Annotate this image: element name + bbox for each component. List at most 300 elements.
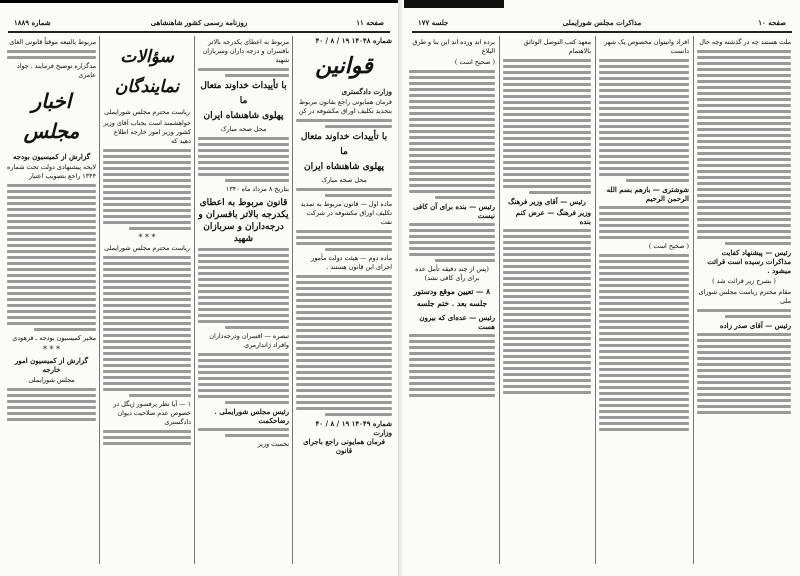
text-line <box>725 315 791 318</box>
text-line <box>7 190 96 193</box>
text-line <box>599 149 689 152</box>
text-line <box>697 218 791 221</box>
text-line <box>697 176 791 179</box>
text-line <box>697 363 791 366</box>
text-line <box>103 173 191 176</box>
text-line <box>503 161 591 164</box>
column-divider <box>499 36 500 564</box>
law-date: بتاریخ ۸ مرداد ماه ۱۳۴۰ <box>225 185 289 193</box>
text-line <box>503 185 591 188</box>
text-line <box>599 89 689 92</box>
text-line <box>599 296 689 299</box>
text-line <box>198 371 289 374</box>
text-line <box>296 341 392 344</box>
text-line <box>503 343 591 346</box>
text-line <box>198 137 289 140</box>
text-line <box>296 119 392 122</box>
text-line <box>296 347 392 350</box>
seal-note: محل صحه مبارک <box>220 125 267 133</box>
text-block <box>409 70 495 199</box>
text-line <box>198 314 289 317</box>
text-line <box>7 220 96 223</box>
issue-date: شماره ۱۴۰۴۸ ۱۹ / ۸ / ۴۰ <box>315 36 392 45</box>
text-line <box>599 404 689 407</box>
text-line <box>599 254 689 257</box>
text-line <box>697 369 791 372</box>
page-header <box>412 16 792 30</box>
text-line <box>198 428 289 431</box>
text-line <box>7 418 96 421</box>
text-line <box>103 370 191 373</box>
text-line <box>7 56 96 59</box>
text-line <box>503 253 591 256</box>
text-line <box>296 353 392 356</box>
text-line <box>7 250 96 253</box>
text-line <box>409 160 495 163</box>
text-line <box>435 259 495 262</box>
text-line <box>503 307 591 310</box>
text-line <box>7 316 96 319</box>
text-line <box>503 355 591 358</box>
text-line <box>725 242 791 245</box>
text-line <box>296 359 392 362</box>
text-line <box>103 364 191 367</box>
text-line <box>599 266 689 269</box>
text-line <box>599 137 689 140</box>
text-line <box>296 242 392 245</box>
text-block <box>198 137 289 182</box>
text-line <box>697 309 791 312</box>
text-block <box>503 59 591 194</box>
text-line <box>697 405 791 408</box>
motto-ma: ما <box>239 96 248 106</box>
column-divider <box>693 36 694 564</box>
text-line <box>503 149 591 152</box>
text-line <box>7 298 96 301</box>
text-line <box>103 280 191 283</box>
text-line <box>7 238 96 241</box>
text-line <box>7 184 96 187</box>
text-line <box>409 70 495 73</box>
text-line <box>198 359 289 362</box>
text-line <box>697 140 791 143</box>
text-line <box>503 301 591 304</box>
assembly-label: مجلس شورایملی <box>28 376 75 384</box>
text-line <box>599 113 689 116</box>
text-line <box>599 290 689 293</box>
text-line <box>103 382 191 385</box>
text-line <box>503 65 591 68</box>
text-block <box>599 206 689 239</box>
text-line <box>503 167 591 170</box>
text-line <box>103 274 191 277</box>
text-line <box>7 226 96 229</box>
text-line <box>503 349 591 352</box>
text-line <box>599 125 689 128</box>
text-line <box>503 179 591 182</box>
motto: با تأییدات خداوند متعال <box>300 132 388 142</box>
text-line <box>697 92 791 95</box>
text-line <box>697 230 791 233</box>
text-line <box>296 305 392 308</box>
section-heading-questions: سؤالات نمایندگان <box>114 47 180 97</box>
text-line <box>296 281 392 284</box>
text-line <box>7 394 96 397</box>
text-line <box>697 62 791 65</box>
text-line <box>296 317 392 320</box>
text-line <box>198 149 289 152</box>
separator-stars: * * * <box>138 233 156 242</box>
text-line <box>7 214 96 217</box>
text-line <box>503 271 591 274</box>
text-line <box>7 262 96 265</box>
text-line <box>503 131 591 134</box>
text-line <box>409 352 495 355</box>
text-line <box>103 203 191 206</box>
text-line <box>34 328 96 331</box>
text-line <box>697 152 791 155</box>
text-line <box>409 334 495 337</box>
text-line <box>503 265 591 268</box>
text-line <box>599 332 689 335</box>
text-line <box>503 247 591 250</box>
text-line <box>409 106 495 109</box>
text-line <box>599 143 689 146</box>
text-line <box>503 289 591 292</box>
law-intro: مربوط به اعطای یکدرجه بالاتر بافسران و درجه داران وسربازان شهید <box>202 38 289 64</box>
speaker-line: رئیس — آقای وزیر فرهنگ <box>508 197 586 206</box>
text-line <box>697 236 791 239</box>
bottom-issue: شماره ۱۴۰۴۹ ۱۹ / ۸ / ۴۰ <box>315 419 392 428</box>
text-line <box>599 173 689 176</box>
text-line <box>697 339 791 342</box>
text-line <box>599 356 689 359</box>
text-block <box>103 149 191 230</box>
law-note: تبصره — افسران ودرجه‌داران وافراد ژاندارمری <box>209 332 289 349</box>
text-line <box>409 88 495 91</box>
text-line <box>225 434 289 437</box>
text-line <box>409 376 495 379</box>
text-line <box>296 395 392 398</box>
text-line <box>697 194 791 197</box>
stage-note: (پس از چند دقیقه تأمل عده برای رأی کافی نشد) <box>415 265 489 282</box>
text-line <box>7 286 96 289</box>
text-line <box>503 95 591 98</box>
text-line <box>503 379 591 382</box>
text-line <box>325 125 392 128</box>
text-line <box>409 94 495 97</box>
text-line <box>503 77 591 80</box>
text-line <box>198 302 289 305</box>
text-line <box>409 382 495 385</box>
text-line <box>7 232 96 235</box>
text-line <box>409 253 495 256</box>
text-line <box>599 362 689 365</box>
text-line <box>409 166 495 169</box>
text-line <box>409 184 495 187</box>
text-line <box>198 161 289 164</box>
text-line <box>529 191 591 194</box>
text-line <box>409 142 495 145</box>
text-line <box>409 223 495 226</box>
text-block <box>198 428 289 437</box>
text-line <box>409 190 495 193</box>
text-line <box>103 262 191 265</box>
proposal-text: مقام محترم ریاست مجلس شورای ملی <box>698 288 791 305</box>
text-line <box>409 76 495 79</box>
text-line <box>409 112 495 115</box>
text-line <box>599 344 689 347</box>
text-line <box>198 353 289 356</box>
text-line <box>697 212 791 215</box>
text-line <box>599 206 689 209</box>
text-line <box>296 236 392 239</box>
text-line <box>599 326 689 329</box>
text-line <box>697 110 791 113</box>
text-line <box>198 248 289 251</box>
text-line <box>697 182 791 185</box>
text-line <box>697 86 791 89</box>
text-line <box>503 71 591 74</box>
text-line <box>103 286 191 289</box>
column-divider <box>99 36 100 564</box>
text-line <box>503 391 591 394</box>
text-line <box>599 416 689 419</box>
page-number: صفحه ۱۱ <box>356 18 384 27</box>
text-line <box>599 284 689 287</box>
text-line <box>7 310 96 313</box>
text-line <box>599 320 689 323</box>
text-line <box>599 83 689 86</box>
text-line <box>697 56 791 59</box>
text-block <box>198 248 289 329</box>
text-line <box>697 351 791 354</box>
text-fragment: برده اند ورده اند این بنا و طرق البلاغ <box>412 38 495 55</box>
text-block <box>697 333 791 414</box>
text-line <box>503 173 591 176</box>
agenda-heading: ۸ — تعیین موقع ودستور جلسه بعد . ختم جلسه <box>413 287 491 308</box>
text-line <box>599 272 689 275</box>
text-line <box>503 89 591 92</box>
text-line <box>599 161 689 164</box>
text-line <box>697 399 791 402</box>
text-line <box>697 200 791 203</box>
text-line <box>296 389 392 392</box>
text-line <box>697 50 791 53</box>
text-line <box>503 107 591 110</box>
text-line <box>7 196 96 199</box>
signature: رئیس مجلس شورایملی . رضاحکمت <box>214 407 289 425</box>
text-line <box>409 124 495 127</box>
column-3 <box>500 36 594 564</box>
text-line <box>599 398 689 401</box>
text-line <box>697 164 791 167</box>
report-body: لایحه پیشنهادی دولت تحت شماره ۱۳۴۴ راجع بتصویب اعتبار <box>7 163 96 180</box>
text-line <box>599 374 689 377</box>
text-line <box>103 442 191 445</box>
text-line <box>225 326 289 329</box>
text-line <box>599 380 689 383</box>
text-line <box>296 299 392 302</box>
text-line <box>697 345 791 348</box>
text-block <box>296 230 392 251</box>
text-line <box>7 208 96 211</box>
text-line <box>225 401 289 404</box>
seal-note: محل صحه مبارک <box>321 176 367 184</box>
text-line <box>409 154 495 157</box>
bottom-decree-title: فرمان همایونی راجع باجرای قانون <box>303 437 385 455</box>
text-line <box>225 179 289 182</box>
text-line <box>599 278 689 281</box>
text-line <box>103 358 191 361</box>
text-line <box>296 275 392 278</box>
text-line <box>103 155 191 158</box>
text-line <box>198 173 289 176</box>
text-line <box>103 268 191 271</box>
text-line <box>503 137 591 140</box>
newspaper-title: روزنامه رسمی کشور شاهنشاهی <box>150 18 248 27</box>
addressee-2: ریاست محترم مجلس شورایملی <box>104 244 190 252</box>
text-line <box>503 277 591 280</box>
column-2 <box>596 36 692 564</box>
text-line <box>409 241 495 244</box>
speaker-line: وزیر فرهنگ — عرض کنم بنده <box>515 208 591 226</box>
text-line <box>198 68 289 71</box>
text-line <box>198 377 289 380</box>
article-1: ماده اول — قانون مربوط به تمدید تکلیف اوراق مکشوفه در شرکت نفت <box>300 200 392 226</box>
text-line <box>7 50 96 53</box>
issue-number: شماره ۱۸۸۹ <box>14 18 51 27</box>
text-line <box>599 218 689 221</box>
text-line <box>697 104 791 107</box>
text-line <box>296 293 392 296</box>
text-line <box>103 340 191 343</box>
text-block <box>697 309 791 318</box>
law-title: قانون مربوط به اعطای یکدرجه بالاتر بافسران و درجه‌داران و سربازان شهید <box>198 198 289 244</box>
text-line <box>296 287 392 290</box>
text-line <box>697 381 791 384</box>
text-line <box>503 235 591 238</box>
text-line <box>503 143 591 146</box>
text-line <box>198 167 289 170</box>
text-line <box>599 131 689 134</box>
left-newspaper-page <box>0 0 398 576</box>
text-block <box>103 256 191 397</box>
text-line <box>503 125 591 128</box>
text-line <box>103 310 191 313</box>
text-line <box>599 386 689 389</box>
text-line <box>409 172 495 175</box>
text-line <box>503 313 591 316</box>
text-line <box>409 346 495 349</box>
text-line <box>129 227 191 230</box>
text-line <box>599 350 689 353</box>
column-4 <box>406 36 498 564</box>
text-line <box>103 179 191 182</box>
column-divider <box>292 36 293 564</box>
text-line <box>697 375 791 378</box>
text-line <box>503 241 591 244</box>
text-line <box>296 365 392 368</box>
text-line <box>103 352 191 355</box>
text-line <box>503 337 591 340</box>
text-line <box>599 71 689 74</box>
text-line <box>7 304 96 307</box>
text-line <box>409 100 495 103</box>
text-line <box>103 292 191 295</box>
text-line <box>697 206 791 209</box>
session-number: جلسه ۱۷۷ <box>418 18 449 27</box>
text-line <box>198 272 289 275</box>
report-title-2: گزارش از کمیسیون امور خارجه <box>15 356 88 374</box>
speaker-line: شوشتری — بازهم بسم الله الرحمن الرحیم <box>606 185 689 203</box>
text-line <box>103 209 191 212</box>
text-line <box>103 149 191 152</box>
text-block <box>7 50 96 59</box>
text-line <box>409 358 495 361</box>
text-line <box>198 278 289 281</box>
text-line <box>697 224 791 227</box>
text-line <box>503 385 591 388</box>
text-block <box>697 50 791 245</box>
text-line <box>103 221 191 224</box>
text-line <box>697 170 791 173</box>
text-line <box>409 229 495 232</box>
text-line <box>296 230 392 233</box>
page-edge <box>0 0 398 3</box>
column-laws <box>293 36 395 564</box>
text-line <box>409 82 495 85</box>
text-line <box>503 283 591 286</box>
text-line <box>599 260 689 263</box>
text-line <box>7 412 96 415</box>
text-line <box>198 284 289 287</box>
text-line <box>7 388 96 391</box>
text-block <box>103 430 191 445</box>
newspaper-title: مذاکرات مجلس شورایملی <box>562 18 642 27</box>
text-line <box>697 188 791 191</box>
text-line <box>697 333 791 336</box>
text-line <box>599 410 689 413</box>
text-line <box>697 74 791 77</box>
question-text: خواهشمند است بجناب آقای وزیر کشور وزیر امور خارجه اطلاع دهید که <box>103 119 191 145</box>
text-line <box>325 194 392 197</box>
text-block <box>409 223 495 262</box>
text-block <box>7 388 96 421</box>
text-line <box>409 178 495 181</box>
text-line <box>103 430 191 433</box>
text-line <box>697 80 791 83</box>
text-line <box>198 308 289 311</box>
text-line <box>599 314 689 317</box>
article-2: ماده دوم — هیئت دولت مأمور اجرای این قانون هستند . <box>311 254 392 271</box>
text-line <box>409 118 495 121</box>
text-line <box>697 68 791 71</box>
scan-shadow <box>404 0 504 8</box>
addressee: ریاست محترم مجلس شورایملی <box>104 108 190 116</box>
text-line <box>103 167 191 170</box>
text-line <box>296 188 392 191</box>
question-1: ۱ — آیا نظر پرفسور ژیگل در خصوص عدم صلاحیت دیوان دادگستری <box>113 400 191 426</box>
text-line <box>697 122 791 125</box>
text-line <box>7 406 96 409</box>
text-line <box>503 113 591 116</box>
text-line <box>599 77 689 80</box>
text-line <box>599 236 689 239</box>
signature: مدگزاره توضیح فرمایند . جواد عامری <box>16 62 96 79</box>
text-line <box>103 161 191 164</box>
text-line <box>198 365 289 368</box>
